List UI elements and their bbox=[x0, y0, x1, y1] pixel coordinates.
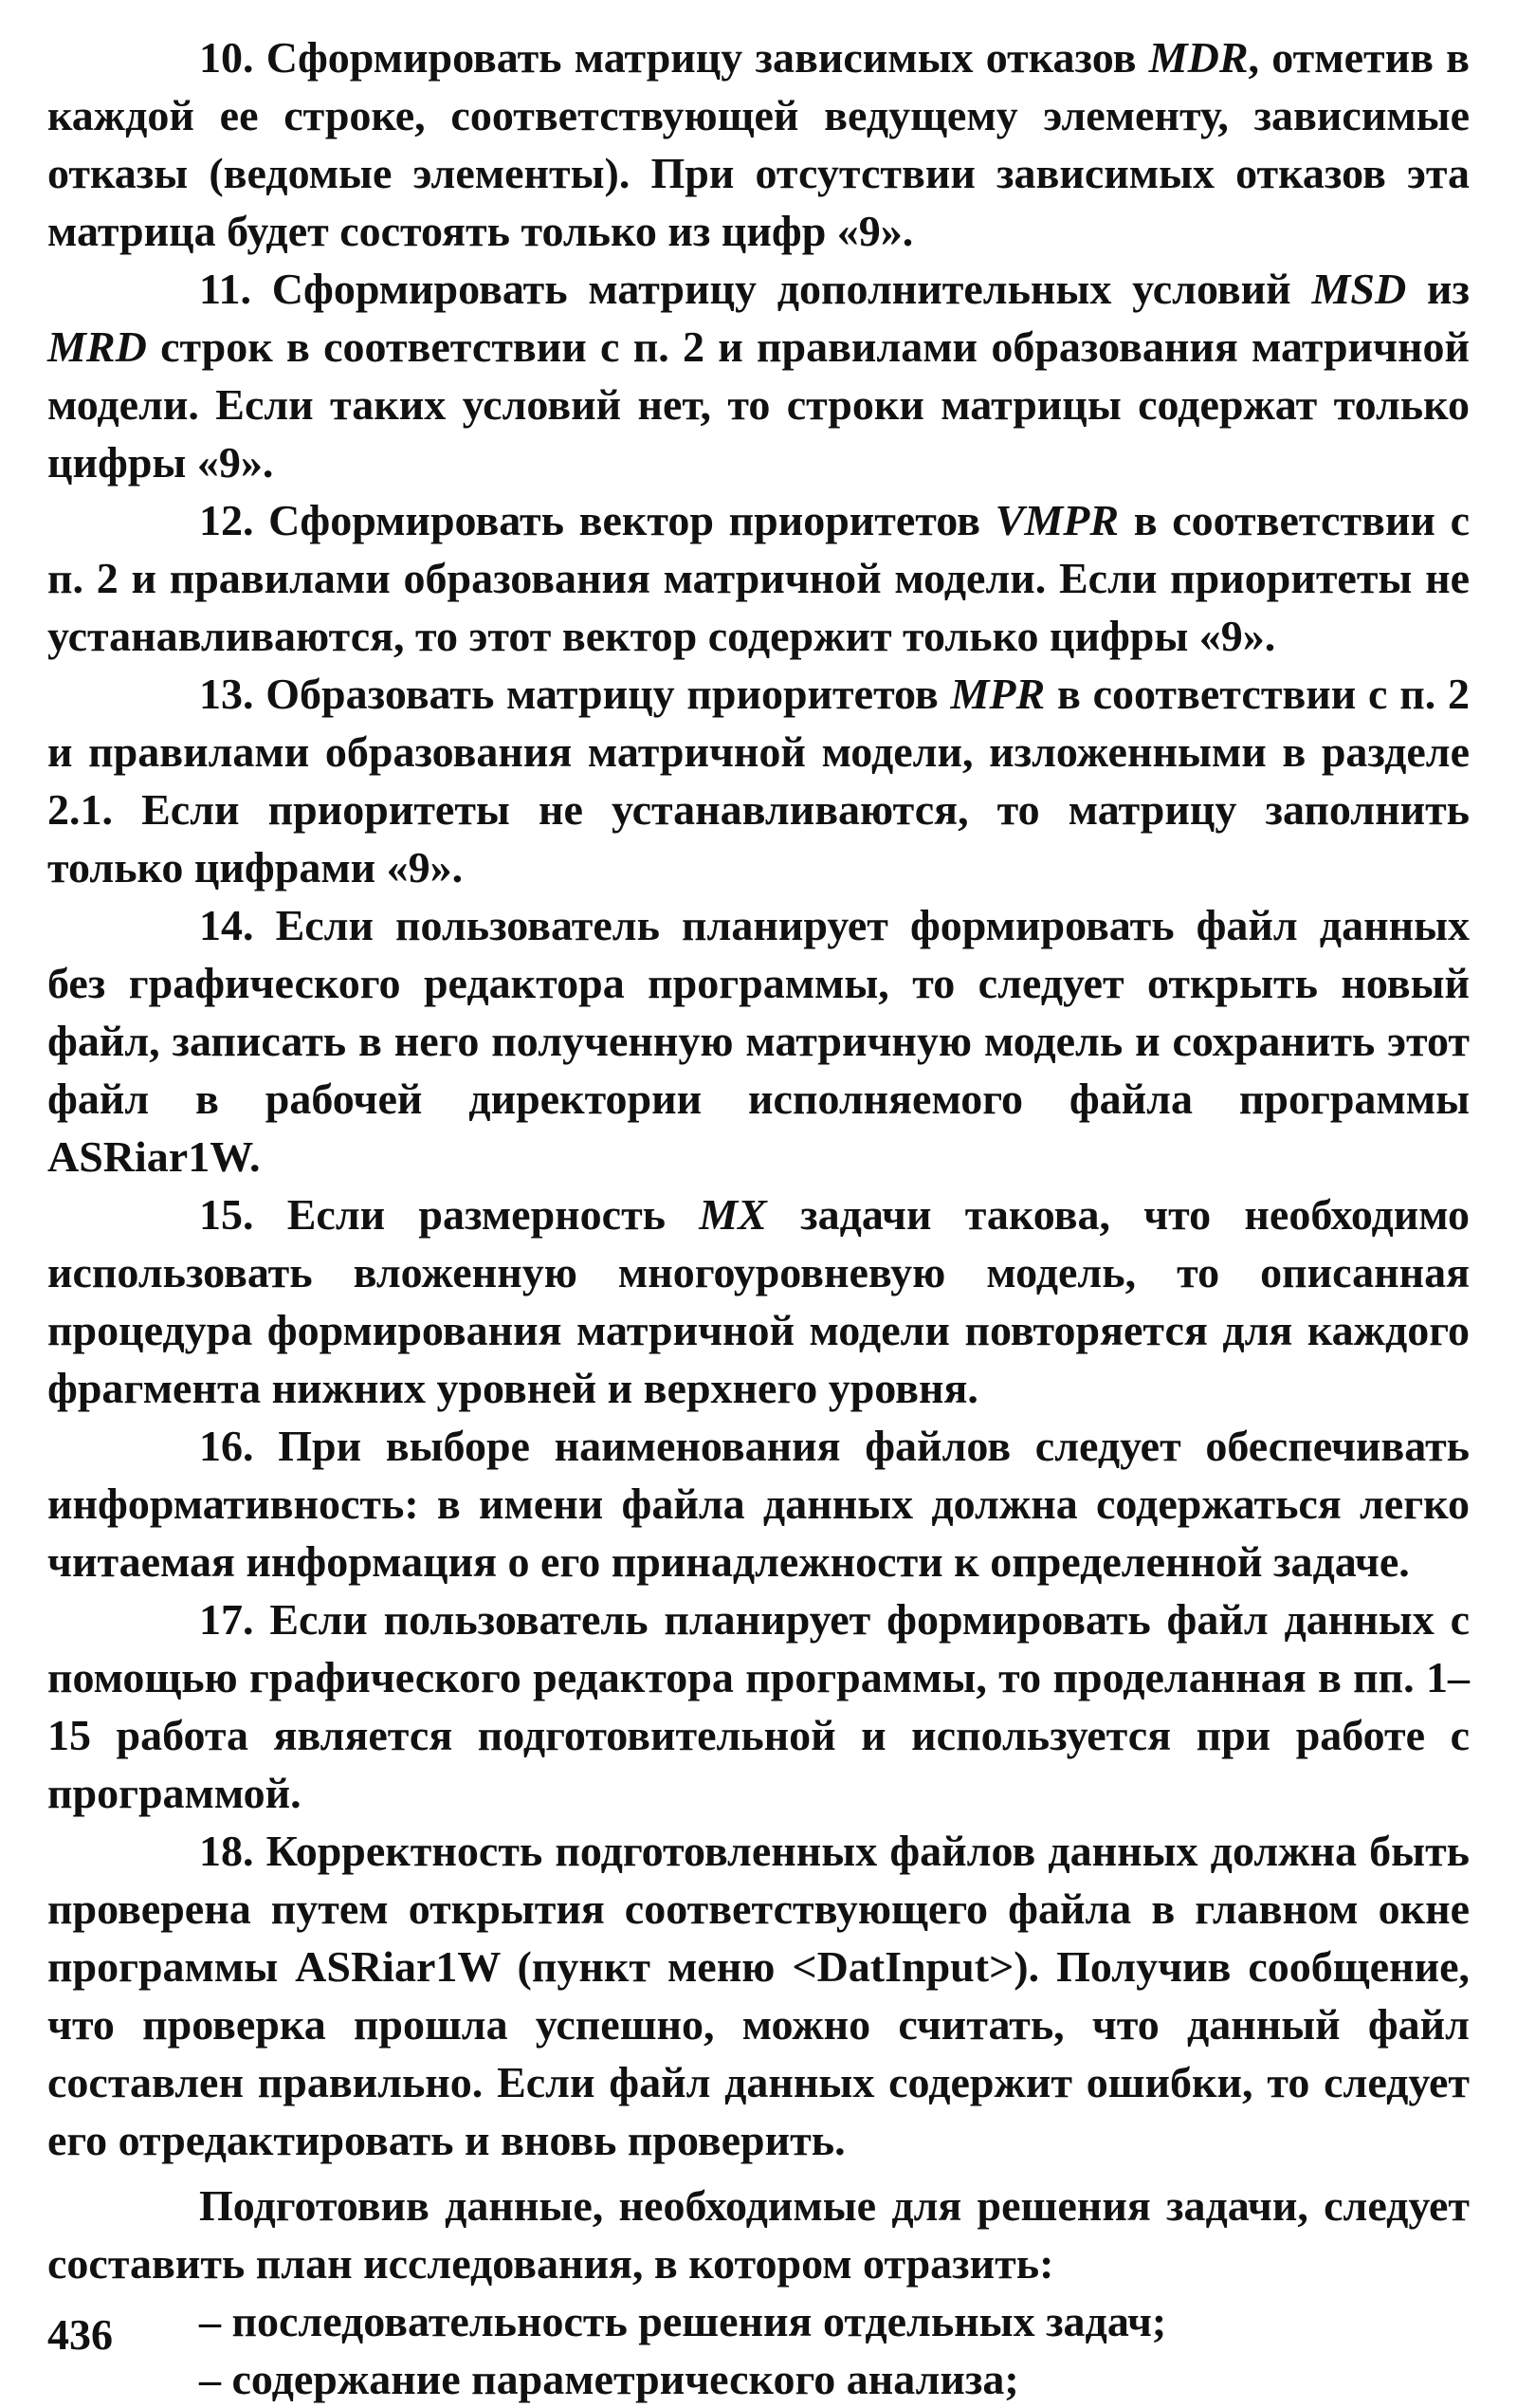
text: задачи такова, что необходимо использовать вложенную многоуровневую модель, то описанная процедура формирования матричной модели повторяется для каждого фрагмента нижних уровней и верхнего уровня. bbox=[47, 1190, 1470, 1412]
text: Если пользователь планирует формировать файл данных с помощью графического редактора программы, то проделанная в пп. 1–15 работа является подготовительной и используется при работе с программой. bbox=[47, 1595, 1470, 1817]
page-number: 436 bbox=[47, 2310, 113, 2359]
item-number: 17. bbox=[199, 1595, 254, 1644]
item-number: 10. bbox=[199, 33, 254, 82]
item-number: 18. bbox=[199, 1827, 254, 1875]
item-number: 13. bbox=[199, 670, 254, 718]
text: Образовать матрицу приоритетов bbox=[253, 670, 951, 718]
text: Сформировать матрицу дополнительных условий bbox=[250, 265, 1312, 313]
text: Если размерность bbox=[253, 1190, 700, 1239]
list-item: – содержание параметрического анализа; bbox=[199, 2355, 1019, 2403]
item-number: 14. bbox=[199, 901, 254, 949]
text: Если пользователь планирует формировать файл данных без графического редактора программы, то следует открыть новый файл, записать в него полученную матричную модель и сохранить этот файл в рабочей директории исполняемого файла программы ASRiar1W. bbox=[47, 901, 1470, 1181]
item-number: 12. bbox=[199, 496, 254, 544]
text: строк в соответствии с п. 2 и правилами образования матричной модели. Если таких условий нет, то строки матрицы содержат только цифры «9». bbox=[47, 322, 1470, 487]
term: MPR bbox=[950, 670, 1046, 718]
paragraph-13 bbox=[47, 665, 1470, 896]
item-number: 11. bbox=[199, 265, 251, 313]
term: VMPR bbox=[995, 496, 1120, 544]
paragraph-18 bbox=[47, 1822, 1470, 2169]
paragraph-10 bbox=[47, 28, 1470, 260]
text: Корректность подготовленных файлов данных должна быть проверена путем открытия соответствующего файла в главном окне программы ASRiar1W (пункт меню <DatInput>). Получив сообщение, что проверка прошла успешно, можно считать, что данный файл составлен правильно. Если файл данных содержит ошибки, то следует его отредактировать и вновь проверить. bbox=[47, 1827, 1470, 2164]
term: MX bbox=[699, 1190, 767, 1239]
paragraph-16 bbox=[47, 1417, 1470, 1590]
text: Сформировать вектор приоритетов bbox=[253, 496, 996, 544]
closing-paragraph: Подготовив данные, необходимые для решения задачи, следует составить план исследования, в котором отразить: bbox=[47, 2181, 1470, 2288]
paragraph-11 bbox=[47, 260, 1470, 491]
text: в соответствии с п. 2 и правилами образования матричной модели. Если приоритеты не устанавливаются, то этот вектор содержит только цифры «9». bbox=[47, 496, 1470, 660]
term: MSD bbox=[1311, 265, 1407, 313]
paragraph-12 bbox=[47, 491, 1470, 665]
term: MDR bbox=[1148, 33, 1249, 82]
paragraph-17 bbox=[47, 1590, 1470, 1822]
text: При выборе наименования файлов следует обеспечивать информативность: в имени файла данных должна содержаться легко читаемая информация о его принадлежности к определенной задаче. bbox=[47, 1422, 1470, 1586]
item-number: 16. bbox=[199, 1422, 254, 1470]
document-page bbox=[47, 28, 1470, 2408]
paragraph-15 bbox=[47, 1186, 1470, 1417]
paragraph-14 bbox=[47, 896, 1470, 1186]
text: из bbox=[1406, 265, 1470, 313]
text: в соответствии с п. 2 и правилами образования матричной модели, изложенными в разделе 2.1. Если приоритеты не устанавливаются, то матрицу заполнить только цифрами «9». bbox=[47, 670, 1470, 892]
list-item: – последовательность решения отдельных задач; bbox=[199, 2297, 1167, 2345]
item-number: 15. bbox=[199, 1190, 254, 1239]
term: MRD bbox=[47, 322, 147, 371]
text: Сформировать матрицу зависимых отказов bbox=[253, 33, 1149, 82]
text: , отметив в каждой ее строке, соответствующей ведущему элементу, зависимые отказы (ведомые элементы). При отсутствии зависимых отказов эта матрица будет состоять только из цифр «9». bbox=[47, 33, 1470, 255]
